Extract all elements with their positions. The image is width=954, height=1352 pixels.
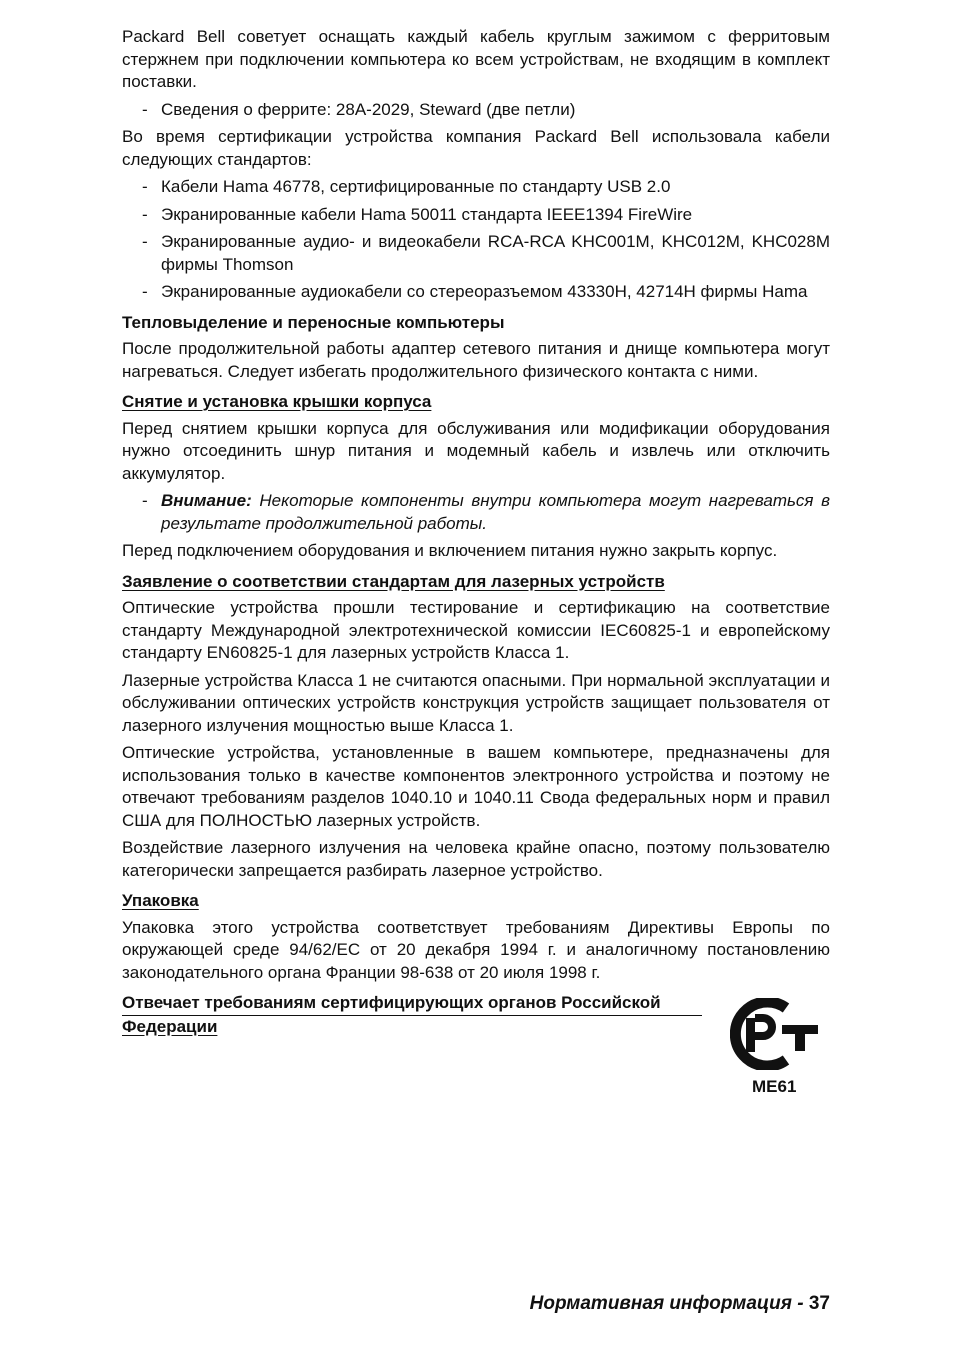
bullet-dash: - bbox=[142, 99, 148, 119]
bullet-dash: - bbox=[142, 204, 148, 224]
packaging-paragraph: Упаковка этого устройства соответствует требованиям Директивы Европы по окружающей среде 94/62/EC от 20 декабря 1994 г. и аналогичному постановлению законодательного органа Франции 98-638 от 20 июля 1998 г. bbox=[122, 917, 830, 982]
certification-section bbox=[122, 992, 830, 1112]
certification-heading-line2: Федерации bbox=[122, 1016, 218, 1036]
warning-label: Внимание: bbox=[161, 491, 252, 510]
list-item-text: Экранированные кабели Hama 50011 стандарта IEEE1394 FireWire bbox=[161, 204, 693, 224]
cover-close-paragraph: Перед подключением оборудования и включением питания нужно закрыть корпус. bbox=[122, 541, 778, 560]
heat-paragraph: После продолжительной работы адаптер сетевого питания и днище компьютера могут нагреваться. Следует избегать продолжительного физического контакта с ними. bbox=[122, 339, 830, 381]
footer-section-title: Нормативная информация - bbox=[529, 1293, 809, 1314]
ferrite-paragraph: Packard Bell советует оснащать каждый кабель круглым зажимом с ферритовым стержнем при подключении компьютера ко всем устройствам, не входящим в комплект поставки. bbox=[122, 27, 830, 91]
page-footer bbox=[530, 1293, 830, 1315]
document-page bbox=[122, 26, 830, 1112]
list-item bbox=[122, 231, 830, 276]
laser-paragraph-1: Оптические устройства прошли тестирование и сертификацию на соответствие стандарту Международной электротехнической комиссии IEC60825-1 и европейскому стандарту EN60825-1 для лазерных устройств Класса 1. bbox=[122, 598, 830, 662]
list-item bbox=[122, 281, 830, 304]
bullet-dash: - bbox=[142, 232, 148, 251]
packaging-heading bbox=[122, 890, 830, 913]
cover-heading bbox=[122, 391, 830, 414]
bullet-dash: - bbox=[142, 491, 148, 510]
laser-heading bbox=[122, 571, 830, 594]
bullet-dash: - bbox=[142, 177, 148, 196]
list-item-text: Экранированные аудио- и видеокабели RCA-RCA KHC001M, KHC012M, KHC028M фирмы Thomson bbox=[161, 232, 830, 274]
list-item bbox=[122, 176, 830, 199]
warning-item bbox=[122, 490, 830, 535]
cover-heading-text: Снятие и установка крышки корпуса bbox=[122, 392, 432, 411]
certification-heading-line1: Отвечает требованиям сертифицирующих органов Российской bbox=[122, 992, 702, 1016]
gost-r-certification-mark-icon bbox=[730, 998, 822, 1070]
heat-heading: Тепловыделение и переносные компьютеры bbox=[122, 312, 505, 332]
laser-paragraph-3: Оптические устройства, установленные в вашем компьютере, предназначены для использования только в качестве компонентов электронного устройства и поэтому не отвечают требованиям разделов 1040.10 и 1040.11 Свода федеральных норм и правил США для ПОЛНОСТЬЮ лазерных устройств. bbox=[122, 743, 830, 830]
laser-paragraph-4: Воздействие лазерного излучения на человека крайне опасно, поэтому пользователю категорически запрещается разбирать лазерное устройство. bbox=[122, 838, 830, 880]
certification-heading bbox=[122, 992, 702, 1038]
list-item-text: Кабели Hama 46778, сертифицированные по стандарту USB 2.0 bbox=[161, 177, 671, 196]
list-item bbox=[122, 204, 830, 227]
list-item-text: Экранированные аудиокабели со стереоразъемом 43330H, 42714H фирмы Hama bbox=[161, 282, 808, 301]
laser-heading-text: Заявление о соответствии стандартам для лазерных устройств bbox=[122, 571, 665, 591]
page-number: 37 bbox=[808, 1293, 830, 1314]
certification-code: ME61 bbox=[752, 1077, 797, 1096]
warning-text: Некоторые компоненты внутри компьютера могут нагреваться в результате продолжительной работы. bbox=[161, 491, 830, 533]
packaging-heading-text: Упаковка bbox=[122, 891, 199, 910]
cables-intro-paragraph: Во время сертификации устройства компания Packard Bell использовала кабели следующих стандартов: bbox=[122, 127, 830, 169]
cover-paragraph: Перед снятием крышки корпуса для обслуживания или модификации оборудования нужно отсоединить шнур питания и модемный кабель и извлечь или отключить аккумулятор. bbox=[122, 418, 830, 483]
bullet-dash: - bbox=[142, 282, 148, 301]
laser-paragraph-2: Лазерные устройства Класса 1 не считаются опасными. При нормальной эксплуатации и обслуживании оптических устройств конструкция устройств защищает пользователя от лазерного излучения мощностью выше Класса 1. bbox=[122, 670, 830, 735]
list-item-text: Сведения о феррите: 28A-2029, Steward (две петли) bbox=[161, 99, 576, 119]
list-item bbox=[122, 99, 830, 122]
